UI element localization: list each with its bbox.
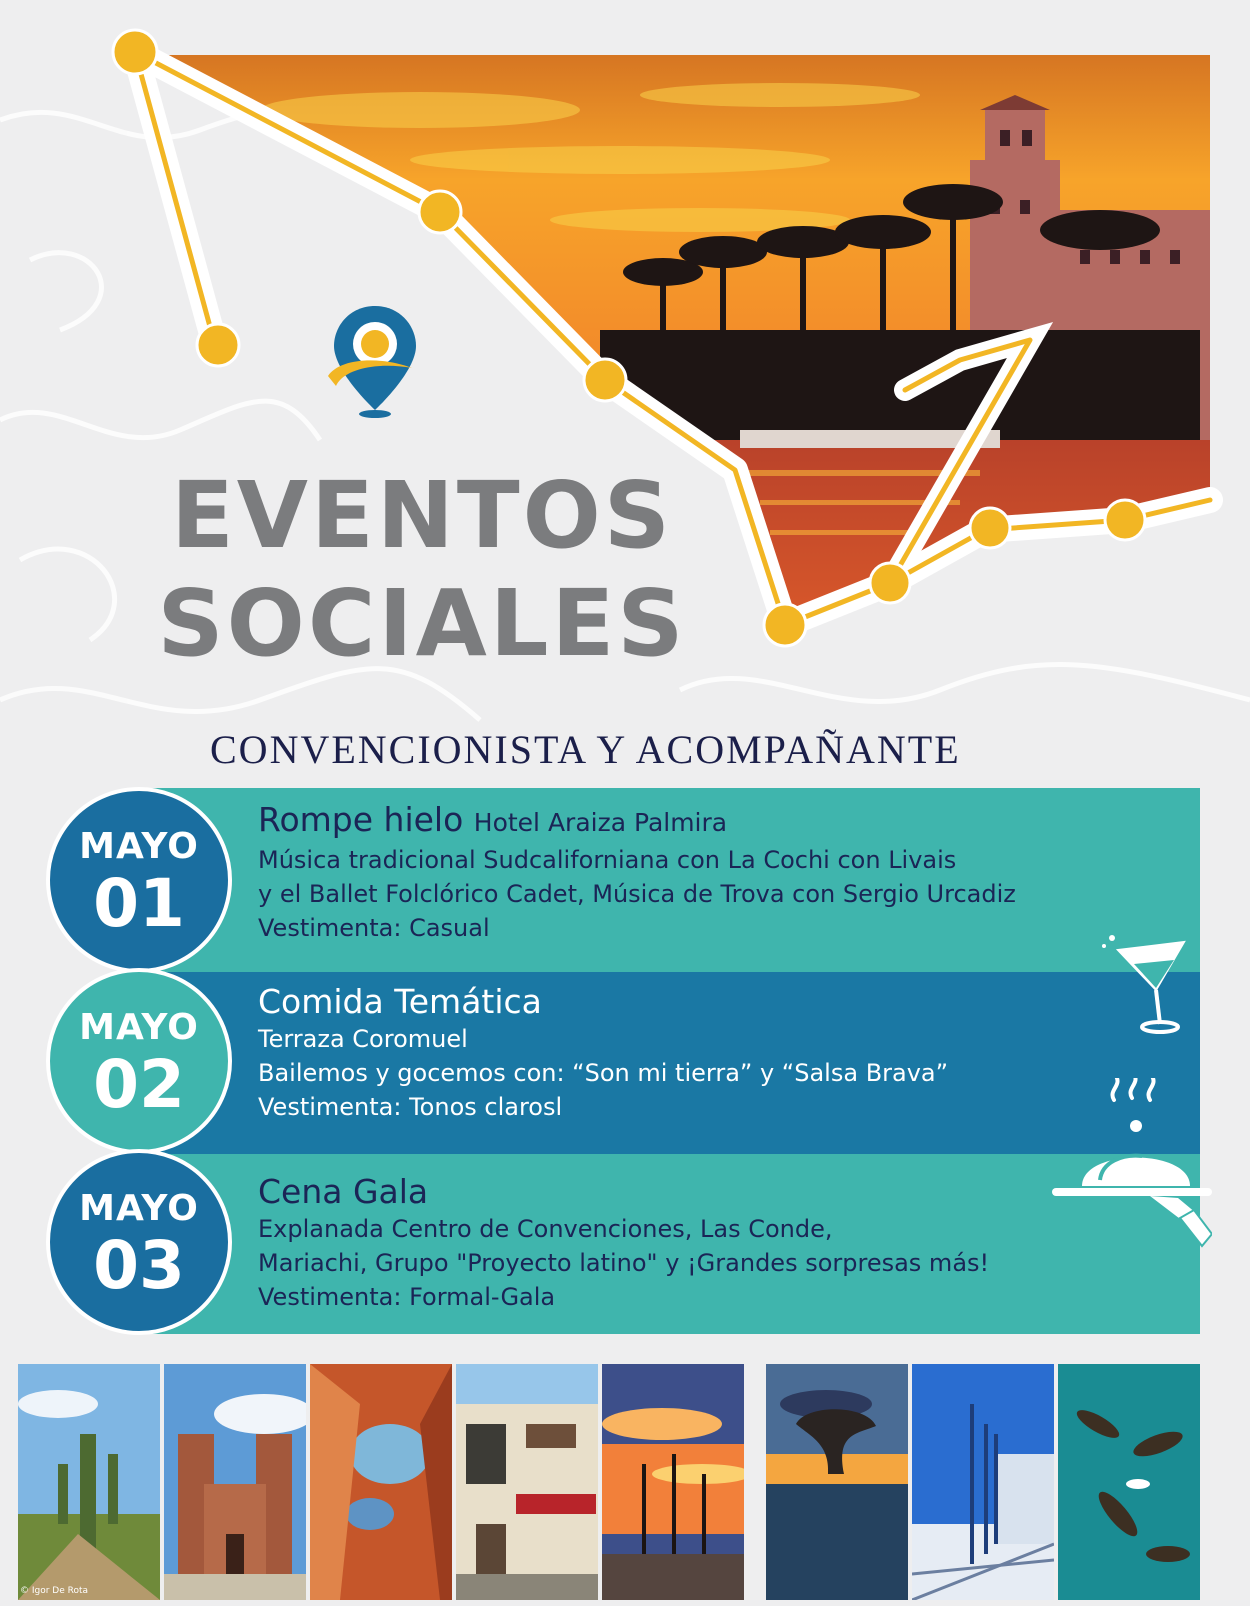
photo-boardwalk-lamps	[912, 1364, 1054, 1600]
event-dress-code: Vestimenta: Casual	[258, 914, 490, 942]
photo-credit: © Igor De Rota	[20, 1586, 89, 1596]
page-title-line1: EVENTOS	[170, 462, 674, 569]
serving-cloche-icon	[1052, 1078, 1212, 1258]
photo-strip	[0, 1364, 1250, 1600]
event-details-1	[258, 800, 1188, 945]
date-day: 03	[93, 1227, 185, 1304]
date-month: MAYO	[79, 1188, 199, 1229]
photo-cathedral	[164, 1364, 306, 1600]
photo-sea-lions	[1058, 1364, 1200, 1600]
event-venue: Explanada Centro de Convenciones, Las Conde,	[258, 1215, 833, 1243]
event-line: Mariachi, Grupo "Proyecto latino" y ¡Grandes sorpresas más!	[258, 1249, 990, 1277]
date-badge-2	[46, 968, 232, 1154]
photo-sunset-palms	[602, 1364, 744, 1600]
photo-rock-formation	[766, 1364, 908, 1600]
date-badge-3	[46, 1149, 232, 1335]
date-day: 02	[93, 1046, 185, 1123]
event-title	[258, 800, 1188, 843]
event-line: Música tradicional Sudcaliforniana con La Cochi con Livais	[258, 846, 957, 874]
page-title-line2: SOCIALES	[157, 570, 687, 677]
event-venue: Hotel Araiza Palmira	[473, 808, 728, 837]
page-subtitle: CONVENCIONISTA Y ACOMPAÑANTE	[210, 727, 961, 772]
event-dress-code: Vestimenta: Formal-Gala	[258, 1283, 556, 1311]
date-month: MAYO	[79, 1007, 199, 1048]
event-details-3	[258, 1172, 1188, 1314]
date-month: MAYO	[79, 826, 199, 867]
event-line: Bailemos y gocemos con: “Son mi tierra” y “Salsa Brava”	[258, 1059, 949, 1087]
photo-cactus	[18, 1364, 160, 1600]
event-details-2	[258, 982, 1188, 1124]
location-pin-icon	[320, 298, 430, 428]
photo-arch-rock	[310, 1364, 452, 1600]
event-line: y el Ballet Folclórico Cadet, Música de Trova con Sergio Urcadiz	[258, 880, 1016, 908]
event-title: Comida Temática	[258, 982, 542, 1021]
cocktail-icon	[1098, 932, 1198, 1042]
photo-colonial-street	[456, 1364, 598, 1600]
date-badge-1	[46, 787, 232, 973]
event-venue: Terraza Coromuel	[258, 1025, 468, 1053]
event-title-text: Rompe hielo	[258, 800, 464, 839]
date-day: 01	[93, 865, 185, 942]
event-title: Cena Gala	[258, 1172, 429, 1211]
event-dress-code: Vestimenta: Tonos clarosl	[258, 1093, 563, 1121]
